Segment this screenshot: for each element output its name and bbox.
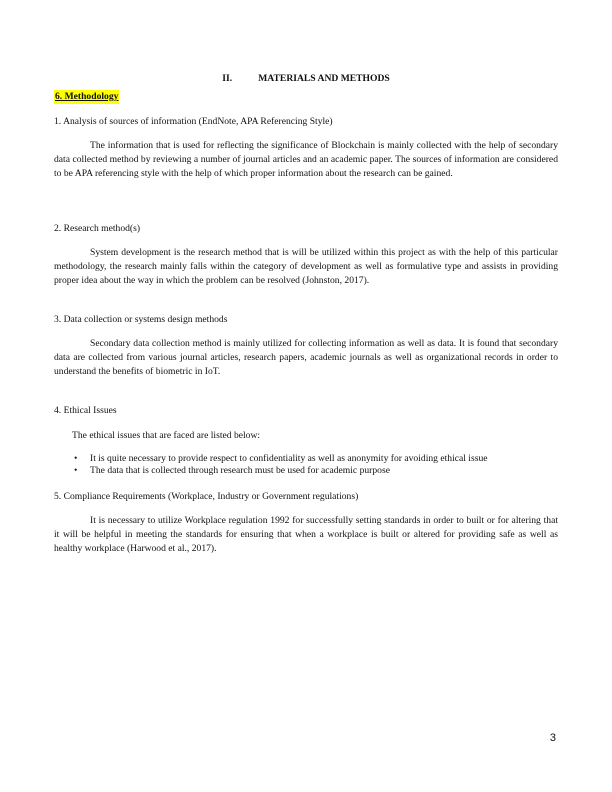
list-item-text: The data that is collected through research must be used for academic purpose: [90, 464, 390, 476]
chapter-title: [0, 72, 612, 86]
heading-research-method: 2. Research method(s): [54, 223, 141, 234]
heading-ethical-issues: 4. Ethical Issues: [54, 405, 117, 416]
list-item-text: It is quite necessary to provide respect to confidentiality as well as anonymity for avoiding ethical issue: [90, 453, 488, 464]
page-number: 3: [549, 732, 556, 744]
list-item: [72, 453, 488, 465]
ethical-issues-intro: The ethical issues that are faced are listed below:: [72, 430, 261, 441]
bullet-icon: •: [74, 464, 78, 476]
chapter-numeral: II.: [222, 73, 233, 84]
bullet-icon: •: [74, 453, 78, 464]
paragraph-research-method: System development is the research method that is will be utilized within this project as with the help of this particular methodology, the research mainly falls within the category of development as well as formulative type and assists in providing proper idea about the way in which the problem can be resolved (Johnston, 2017).: [54, 247, 558, 286]
paragraph-data-collection: Secondary data collection method is mainly utilized for collecting information as well as data. It is found that secondary data are collected from various journal articles, research papers, academic journals as well as organizational records in order to understand the benefits of biometric in IoT.: [54, 338, 558, 377]
chapter-title-text: MATERIALS AND METHODS: [258, 73, 390, 84]
heading-data-collection: 3. Data collection or systems design methods: [54, 314, 228, 325]
heading-compliance: 5. Compliance Requirements (Workplace, Industry or Government regulations): [54, 491, 359, 502]
heading-sources: 1. Analysis of sources of information (EndNote, APA Referencing Style): [54, 116, 333, 127]
list-item: [72, 465, 488, 477]
paragraph-sources: The information that is used for reflecting the significance of Blockchain is mainly collected with the help of secondary data collected method by reviewing a number of journal articles and an academic paper. The sources of information are considered to be APA referencing style with the help of which proper information about the research can be gained.: [54, 140, 558, 179]
ethical-issues-list: [72, 453, 488, 476]
section-title: 6. Methodology: [55, 91, 119, 102]
paragraph-compliance: It is necessary to utilize Workplace regulation 1992 for successfully setting standards in order to built or for altering that it will be helpful in meeting the standards for ensuring that when a workplace is built or altered for providing safe as well as healthy workplace (Harwood et al., 2017).: [54, 515, 558, 554]
